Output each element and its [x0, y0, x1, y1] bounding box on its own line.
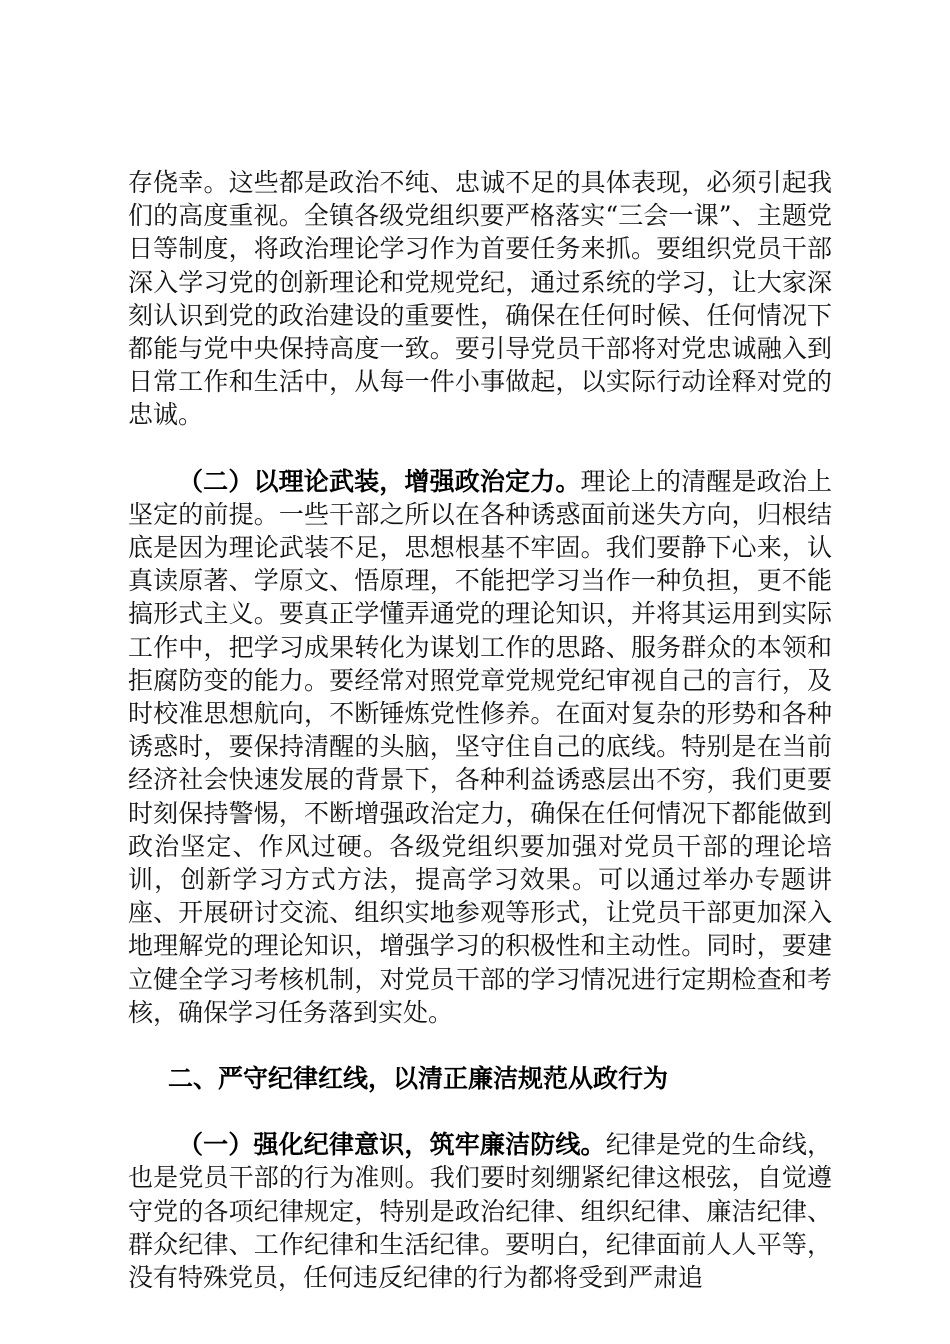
paragraph-discipline-awareness: [128, 1128, 832, 1294]
paragraph-spacer: [128, 1095, 832, 1128]
paragraph-text: 存侥幸。这些都是政治不纯、忠诚不足的具体表现，必须引起我们的高度重视。全镇各级党组织要严格落实“三会一课”、主题党日等制度，将政治理论学习作为首要任务来抓。要组织党员干部深入学习党的创新理论和党规党纪，通过系统的学习，让大家深刻认识到党的政治建设的重要性，确保在任何时候、任何情况下都能与党中央保持高度一致。要引导党员干部将对党忠诚融入到日常工作和生活中，从每一件小事做起，以实际行动诠释对党的忠诚。: [128, 168, 832, 430]
paragraph-text: 理论上的清醒是政治上坚定的前提。一些干部之所以在各种诱惑面前迷失方向，归根结底是因为理论武装不足，思想根基不牢固。我们要静下心来，认真读原著、学原文、悟原理，不能把学习当作一种负担，更不能搞形式主义。要真正学懂弄通党的理论知识，并将其运用到实际工作中，把学习成果转化为谋划工作的思路、服务群众的本领和拒腐防变的能力。要经常对照党章党规党纪审视自己的言行，及时校准思想航向，不断锤炼党性修养。在面对复杂的形势和各种诱惑时，要保持清醒的头脑，坚守住自己的底线。特别是在当前经济社会快速发展的背景下，各种利益诱惑层出不穷，我们更要时刻保持警惕，不断增强政治定力，确保在任何情况下都能做到政治坚定、作风过硬。各级党组织要加强对党员干部的理论培训，创新学习方式方法，提高学习效果。可以通过举办专题讲座、开展研讨交流、组织实地参观等形式，让党员干部更加深入地理解党的理论知识，增强学习的积极性和主动性。同时，要建立健全学习考核机制，对党员干部的学习情况进行定期检查和考核，确保学习任务落到实处。: [128, 466, 832, 1027]
paragraph-continuation: [128, 166, 832, 432]
paragraph-theory-armament: [128, 465, 832, 1029]
paragraph-lead-heading: （一）强化纪律意识，筑牢廉洁防线。: [178, 1130, 606, 1160]
paragraph-text: 纪律是党的生命线，也是党员干部的行为准则。我们要时刻绷紧纪律这根弦，自觉遵守党的各项纪律规定，特别是政治纪律、组织纪律、廉洁纪律、群众纪律、工作纪律和生活纪律。要明白，纪律面前人人平等，没有特殊党员，任何违反纪律的行为都将受到严肃追: [128, 1130, 832, 1293]
paragraph-lead-heading: （二）以理论武装，增强政治定力。: [178, 466, 581, 496]
section-heading: 二、严守纪律红线，以清正廉洁规范从政行为: [168, 1064, 669, 1094]
document-body: [128, 166, 832, 1294]
paragraph-spacer: [128, 432, 832, 465]
paragraph-spacer: [128, 1029, 832, 1062]
